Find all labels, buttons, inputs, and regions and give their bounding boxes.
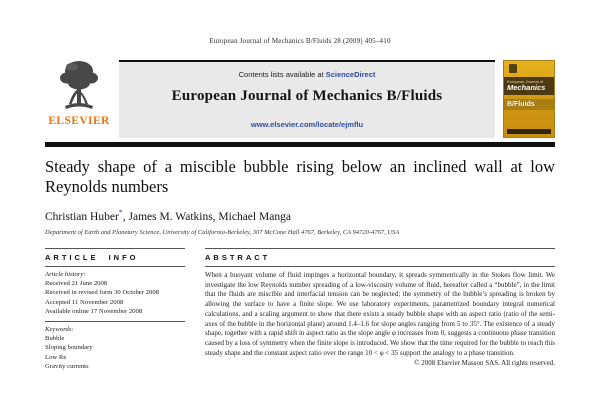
cover-title-main: Mechanics (507, 83, 546, 92)
elsevier-logo (45, 58, 113, 140)
cover-title-band (504, 77, 554, 95)
corresponding-author-marker[interactable]: * (118, 208, 123, 217)
article-info-heading: ARTICLE INFO (45, 253, 139, 262)
journal-cover-thumbnail (503, 60, 555, 138)
contents-line-prefix: Contents lists available at (238, 70, 326, 79)
author-line (45, 208, 555, 223)
abstract-text: When a buoyant volume of fluid impinges a horizontal boundary, it spreads symmetrically in the Stokes flow limit. We investigate the low Reynolds number spreading of a low-viscosity volume of fluid, hereafter called a “bubble”, in the limit that the fluids are miscible and interfacial tension can be neglected; the symmetry of the bubble’s spreading is broken by allowing the surface to have a finite slope. We use laboratory experiments, parametrized boundary integral numerical calculations, and a scaling argument to show that there exists a steady bubble shape with an aspect ratio (ratio of the semi-axes of the bubble in the horizontal plane) around 1.4–1.6 for slope angles ranging from 5 to 35°. The existence of a steady shape, together with a rapid shift in aspect ratio as the slope angle φ increases from 0, suggests a continuous phase transition caused by a loss of symmetry when the finite slope is introduced. We show that the time required for the bubble to reach this steady shape and the constant aspect ratio over the range 10 < φ < 35 support the analogy to a phase transition. (205, 271, 555, 357)
affiliation: Department of Earth and Planetary Science, University of California-Berkeley, 307 McCone Hall 4767, Berkeley, CA 94720-4767, USA (45, 229, 400, 236)
header-divider-bar (45, 142, 555, 147)
cover-bottom-stripe (507, 129, 551, 134)
article-history-label: Article history: (45, 271, 86, 278)
history-item: Accepted 11 November 2008 (45, 298, 124, 306)
sciencedirect-link[interactable]: ScienceDirect (325, 70, 376, 79)
keyword-item: Low Re (45, 353, 67, 361)
keywords-label: Keywords: (45, 326, 74, 334)
banner-panel (119, 60, 495, 138)
author-name-first: Christian Huber (45, 210, 119, 223)
elsevier-tree-icon (57, 58, 101, 114)
keywords-block (45, 322, 185, 376)
banner-journal-title: European Journal of Mechanics B/Fluids (171, 88, 443, 104)
author-names-rest: , James M. Watkins, Michael Manga (122, 210, 291, 223)
abstract-heading: ABSTRACT (205, 253, 271, 262)
abstract-section (205, 248, 555, 367)
article-title: Steady shape of a miscible bubble rising below an inclined wall at low Reynolds numbers (45, 157, 555, 196)
contents-line (123, 70, 491, 79)
copyright-line: © 2008 Elsevier Masson SAS. All rights reserved. (414, 359, 555, 368)
keyword-item: Bubble (45, 335, 65, 343)
keyword-item: Sloping boundary (45, 344, 93, 352)
history-item: Received in revised form 30 October 2008 (45, 289, 160, 297)
journal-banner (45, 58, 555, 140)
elsevier-wordmark: ELSEVIER (48, 115, 110, 127)
history-item: Received 21 June 2008 (45, 280, 108, 288)
cover-title-sub: B/Fluids (504, 99, 554, 110)
history-item: Available online 17 November 2008 (45, 307, 143, 315)
keyword-item: Gravity currents (45, 362, 89, 370)
journal-cover-emblem-icon (509, 64, 517, 73)
cover-title-top: European Journal of (507, 79, 544, 84)
journal-url-link[interactable]: www.elsevier.com/locate/ejmflu (250, 120, 364, 129)
article-info-section (45, 248, 185, 376)
page-header-citation: European Journal of Mechanics B/Fluids 28 (2009) 405–410 (209, 37, 391, 45)
article-history-block (45, 267, 185, 321)
